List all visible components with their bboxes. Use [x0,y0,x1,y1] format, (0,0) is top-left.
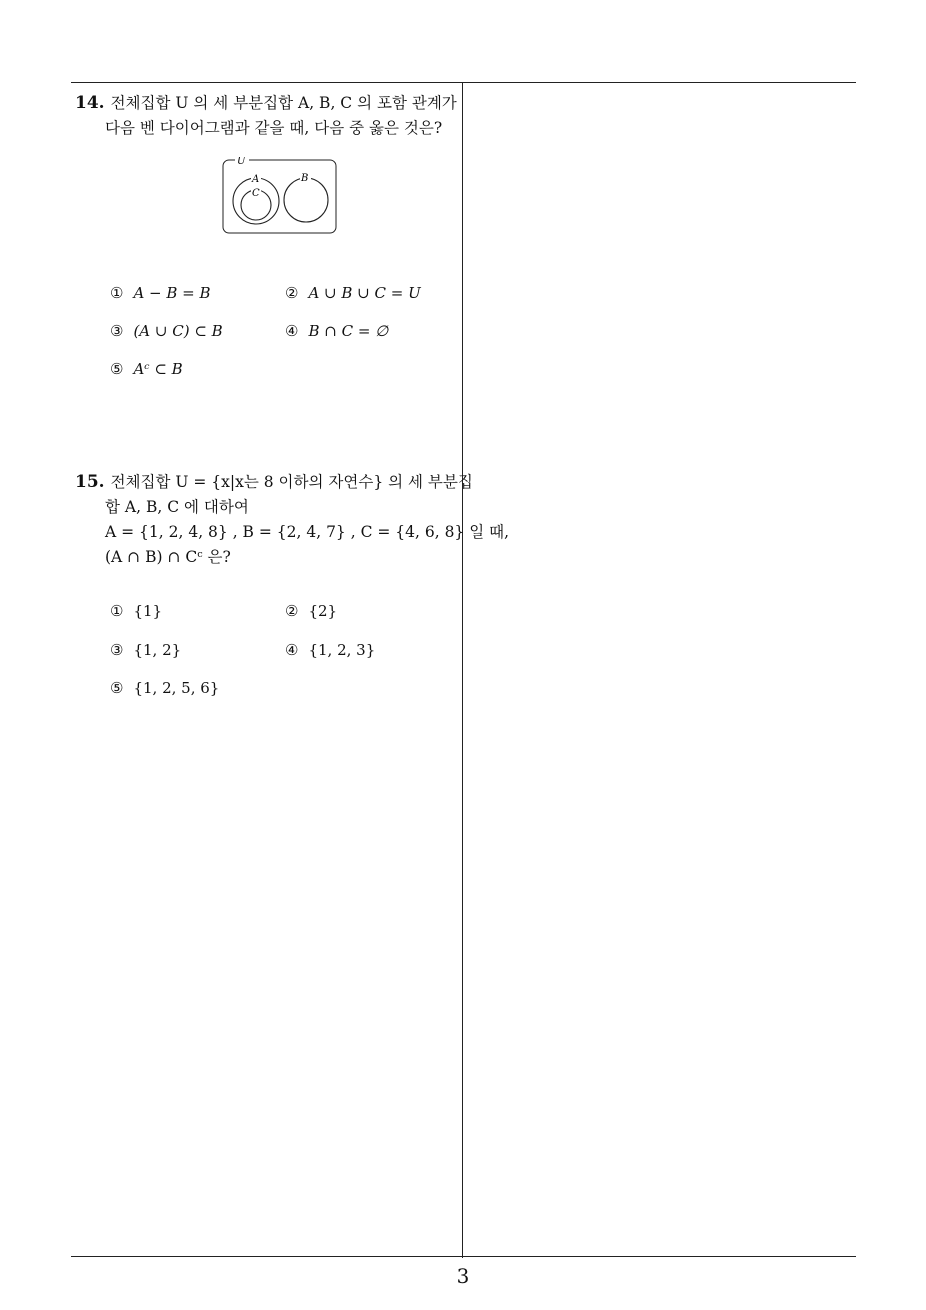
q14-choice-2[interactable] [285,284,421,302]
q15-choice-2[interactable] [285,602,337,620]
question-14-line-2: 다음 벤 다이어그램과 같을 때, 다음 중 옳은 것은? [105,119,443,137]
choice-mark: ④ [285,322,299,340]
choice-text: B ∩ C = ∅ [308,322,389,340]
choice-text: {2} [308,602,338,620]
venn-label-u: U [237,157,246,167]
choice-mark: ③ [110,322,124,340]
choice-text: (A ∪ C) ⊂ B [133,322,223,340]
question-14-text-1: 전체집합 U 의 세 부분집합 A, B, C 의 포함 관계가 [110,94,457,112]
venn-label-c: C [252,188,260,199]
choice-mark: ⑤ [110,360,124,378]
choice-mark: ④ [285,641,299,659]
choice-mark: ② [285,602,299,620]
choice-text: {1, 2} [133,641,182,659]
page-number: 3 [456,1264,470,1288]
question-15-line-4: (A ∩ B) ∩ Cᶜ 은? [105,548,231,566]
question-15 [75,470,510,570]
venn-label-a: A [252,174,260,185]
top-rule [71,82,856,83]
question-15-number: 15. [75,472,105,492]
q15-choice-4[interactable] [285,641,375,659]
question-15-text-1: 전체집합 U = {x|x는 8 이하의 자연수} 의 세 부분집 [110,473,473,491]
choice-mark: ⑤ [110,679,124,697]
choice-mark: ③ [110,641,124,659]
set-b-circle [284,178,328,222]
question-15-line-2: 합 A, B, C 에 대하여 [105,498,249,516]
q15-choice-5[interactable] [110,679,219,697]
question-15-line-3: A = {1, 2, 4, 8} , B = {2, 4, 7} , C = {4, 6, 8} 일 때, [105,523,510,541]
q15-choice-3[interactable] [110,641,181,659]
bottom-rule [71,1256,856,1257]
choice-text: {1, 2, 3} [308,641,376,659]
choice-text: {1} [133,602,163,620]
q15-choice-1[interactable] [110,602,162,620]
q14-choice-1[interactable] [110,284,211,302]
q14-choice-3[interactable] [110,322,223,340]
question-14 [75,91,459,141]
choice-text: A ∪ B ∪ C = U [308,284,421,302]
question-14-number: 14. [75,93,105,113]
choice-mark: ② [285,284,299,302]
venn-diagram [222,157,338,235]
q14-choice-4[interactable] [285,322,388,340]
q14-choice-5[interactable] [110,360,183,378]
choice-mark: ① [110,602,124,620]
column-divider [462,82,463,1258]
choice-text: Aᶜ ⊂ B [133,360,183,378]
choice-text: {1, 2, 5, 6} [133,679,220,697]
choice-mark: ① [110,284,124,302]
venn-label-b: B [301,173,309,184]
universe-box [223,160,336,233]
choice-text: A − B = B [133,284,211,302]
question-14-line-1 [75,91,459,116]
question-15-line-1 [75,470,473,495]
